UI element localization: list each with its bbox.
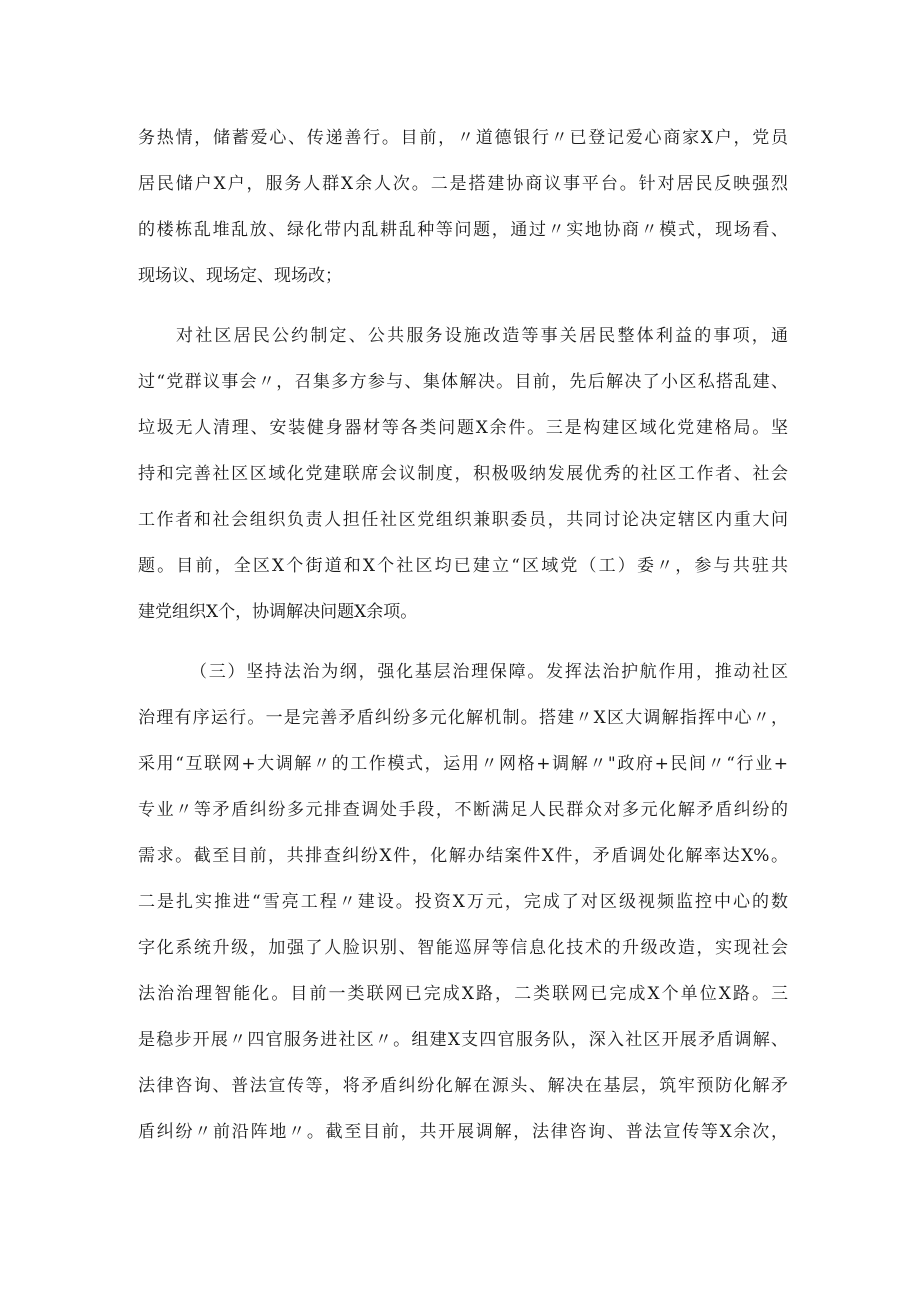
- text-line: 二是扎实推进“雪亮工程〃建设。投资X万元，完成了对区级视频监控中心的数: [138, 892, 788, 912]
- text-line: 专业〃等矛盾纠纷多元排查调处手段，不断满足人民群众对多元化解矛盾纠纷的: [138, 800, 788, 820]
- text-line: 字化系统升级，加强了人脸识别、智能巡屏等信息化技术的升级改造，实现社会: [138, 938, 788, 958]
- text-line: 垃圾无人清理、安装健身器材等各类问题X余件。三是构建区域化党建格局。坚: [138, 418, 788, 438]
- text-line: 法治治理智能化。目前一类联网已完成X路，二类联网已完成X个单位X路。三: [138, 984, 788, 1004]
- text-line: 治理有序运行。一是完善矛盾纠纷多元化解机制。搭建〃X区大调解指挥中心〃，: [138, 708, 788, 728]
- text-line: 建党组织X个，协调解决问题X余项。: [138, 602, 418, 622]
- text-line: 居民储户X户，服务人群X余人次。二是搭建协商议事平台。针对居民反映强烈: [138, 174, 788, 194]
- text-line: 采用“互联网+大调解〃的工作模式，运用〃网格+调解〃"政府+民间〃“行业+: [138, 754, 788, 774]
- text-line: 现场议、现场定、现场改；: [138, 266, 342, 286]
- text-line: 题。目前，全区X个街道和X个社区均已建立“区域党（工）委〃，参与共驻共: [138, 556, 788, 576]
- text-line: 法律咨询、普法宣传等，将矛盾纠纷化解在源头、解决在基层，筑牢预防化解矛: [138, 1076, 788, 1096]
- text-line: 盾纠纷〃前沿阵地〃。截至目前，共开展调解，法律咨询、普法宣传等X余次，: [138, 1122, 788, 1142]
- text-line: 需求。截至目前，共排查纠纷X件，化解办结案件X件，矛盾调处化解率达X%。: [138, 846, 788, 866]
- text-line: 是稳步开展〃四官服务进社区〃。组建X支四官服务队，深入社区开展矛盾调解、: [138, 1030, 788, 1050]
- text-line: 持和完善社区区域化党建联席会议制度，积极吸纳发展优秀的社区工作者、社会: [138, 464, 788, 484]
- text-line: 过“党群议事会〃，召集多方参与、集体解决。目前，先后解决了小区私搭乱建、: [138, 372, 788, 392]
- text-line: 务热情，储蓄爱心、传递善行。目前，〃道德银行〃已登记爱心商家X户，党员: [138, 128, 788, 148]
- text-line: 的楼栋乱堆乱放、绿化带内乱耕乱种等问题，通过〃实地协商〃模式，现场看、: [138, 220, 788, 240]
- text-line: 工作者和社会组织负责人担任社区党组织兼职委员，共同讨论决定辖区内重大问: [138, 510, 788, 530]
- text-line: 对社区居民公约制定、公共服务设施改造等事关居民整体利益的事项，通: [176, 326, 788, 346]
- text-line: （三）坚持法治为纲，强化基层治理保障。发挥法治护航作用，推动社区: [190, 662, 788, 682]
